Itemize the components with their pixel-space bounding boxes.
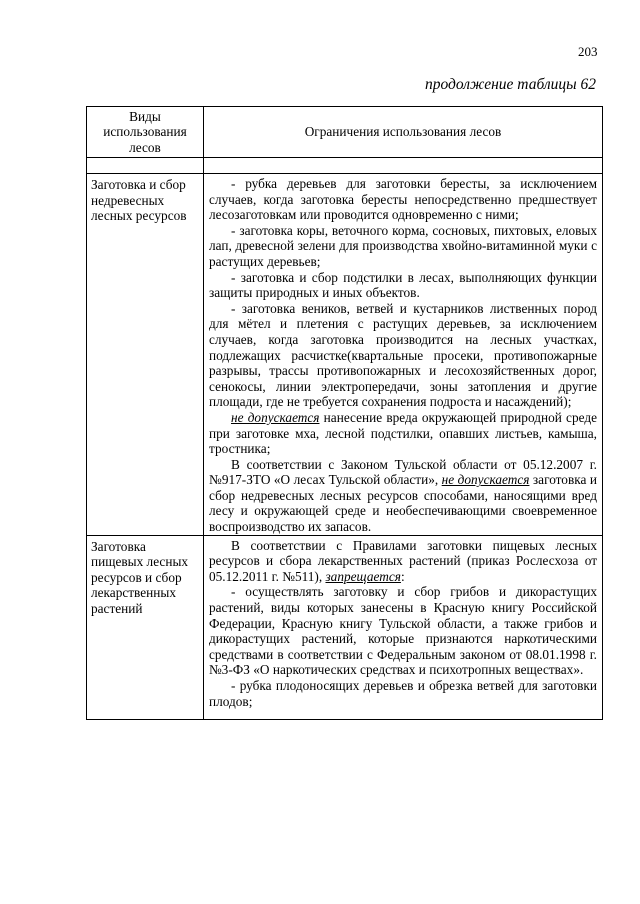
header-usage-types: Виды использования лесов: [87, 107, 204, 158]
usage-type-cell: Заготовка пищевых лесных ресурсов и сбор лекарственных растений: [87, 535, 204, 720]
table-spacer-row: [87, 158, 603, 174]
restriction-item: - заготовка и сбор подстилки в лесах, выполняющих функции защиты природных и иных объектов.: [209, 269, 597, 301]
table-row: [87, 174, 603, 536]
table-caption: продолжение таблицы 62: [425, 76, 596, 93]
emphasis-prohibited: запрещается: [325, 568, 401, 584]
restrictions-cell: [204, 174, 603, 536]
restriction-item: - заготовка коры, веточного корма, сосновых, пихтовых, еловых лап, древесной зелени для производства хвойно-витаминной муки с растущих деревьев;: [209, 222, 597, 269]
usage-type-cell: Заготовка и сбор недревесных лесных ресурсов: [87, 174, 204, 536]
restriction-item: - осуществлять заготовку и сбор грибов и дикорастущих растений, виды которых занесены в Красную книгу Российской Федерации, Красную книгу Тульской области, а также грибов и дикорастущих растений, которые признаются наркотическими средствами в соответствии с Федеральным законом от 08.01.1998 г. №3-ФЗ «О наркотических средствах и психотропных веществах».: [209, 584, 597, 678]
table-row: [87, 535, 603, 720]
restrictions-cell: [204, 535, 603, 720]
page-number: 203: [578, 44, 598, 59]
header-restrictions: Ограничения использования лесов: [204, 107, 603, 158]
emphasis-not-allowed: не допускается: [441, 472, 530, 488]
emphasis-not-allowed: не допускается: [231, 409, 320, 425]
restriction-item: - заготовка веников, ветвей и кустарников лиственных пород для мётел и плетения с растущих деревьев, за исключением случаев, когда заготовка производится на лесных участках, подлежащих расчистке(квартальные просеки, противопожарные разрывы, трассы противопожарных и лесохозяйственных дорог, сенокосы, линии электропередачи, зоны затопления и другие площади, где не требуется сохранения подроста и насаждений);: [209, 300, 597, 410]
restriction-item: не допускается нанесение вреда окружающей природной среде при заготовке мха, лесной подстилки, опавших листьев, камыша, тростника;: [209, 409, 597, 457]
restriction-item: - рубка плодоносящих деревьев и обрезка ветвей для заготовки плодов;: [209, 678, 597, 709]
restriction-item: - рубка деревьев для заготовки бересты, за исключением случаев, когда заготовка бересты непосредственно предшествует лесозаготовкам или проводится одновременно с ними;: [209, 176, 597, 223]
restrictions-table: [86, 106, 603, 720]
restriction-item: В соответствии с Законом Тульской области от 05.12.2007 г. №917-ЗТО «О лесах Тульской области», не допускается заготовка и сбор недревесных лесных ресурсов способами, наносящими вред лесу и окружающей среде и необеспечивающими своевременное воспроизводство их запасов.: [209, 456, 597, 535]
restriction-item: В соответствии с Правилами заготовки пищевых лесных ресурсов и сбора лекарственных растений (приказ Рослесхоза от 05.12.2011 г. №511), запрещается:: [209, 537, 597, 584]
table-header-row: [87, 107, 603, 158]
